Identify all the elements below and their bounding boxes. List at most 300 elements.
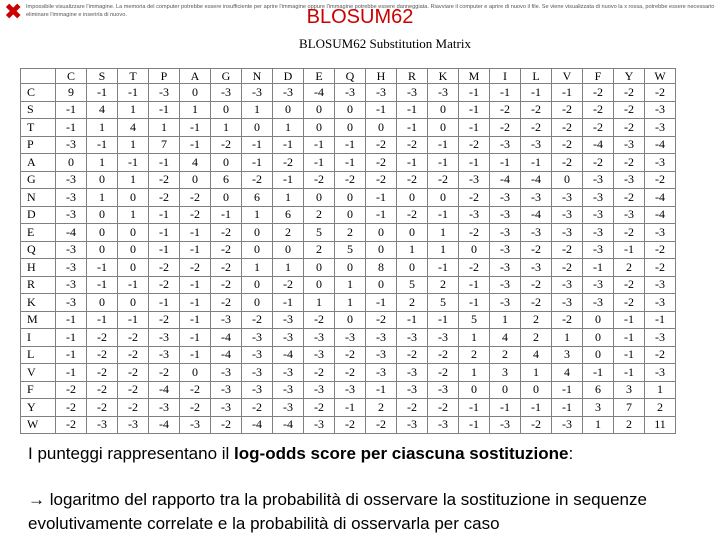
matrix-cell: -1	[490, 84, 521, 102]
matrix-cell: -2	[211, 294, 242, 312]
matrix-cell: -3	[614, 171, 645, 189]
matrix-cell: -2	[552, 119, 583, 137]
matrix-cell: -1	[397, 101, 428, 119]
matrix-cell: -2	[490, 119, 521, 137]
matrix-cell: 0	[521, 381, 552, 399]
matrix-cell: -3	[87, 416, 118, 434]
matrix-cell: 0	[335, 101, 366, 119]
matrix-cell: 4	[118, 119, 149, 137]
matrix-cell: -3	[645, 364, 676, 382]
matrix-cell: 0	[211, 101, 242, 119]
matrix-cell: -2	[428, 399, 459, 417]
matrix-cell: -3	[56, 259, 87, 277]
matrix-cell: -2	[583, 84, 614, 102]
matrix-cell: -2	[614, 154, 645, 172]
matrix-cell: -3	[242, 346, 273, 364]
matrix-cell: 2	[490, 346, 521, 364]
matrix-cell: 2	[614, 259, 645, 277]
matrix-cell: 0	[304, 189, 335, 207]
matrix-cell: -2	[366, 136, 397, 154]
matrix-cell: -3	[428, 416, 459, 434]
matrix-cell: -1	[583, 364, 614, 382]
matrix-cell: -1	[366, 294, 397, 312]
matrix-row-header: Q	[21, 241, 56, 259]
matrix-cell: 9	[56, 84, 87, 102]
matrix-col-header: T	[118, 69, 149, 84]
matrix-cell: 0	[87, 241, 118, 259]
matrix-cell: -3	[242, 329, 273, 347]
matrix-cell: 1	[87, 189, 118, 207]
matrix-cell: -1	[366, 381, 397, 399]
matrix-cell: -1	[552, 399, 583, 417]
matrix-cell: -1	[149, 294, 180, 312]
matrix-cell: 0	[87, 206, 118, 224]
matrix-cell: -2	[552, 241, 583, 259]
matrix-cell: -2	[645, 171, 676, 189]
matrix-col-header: R	[397, 69, 428, 84]
matrix-cell: -1	[180, 224, 211, 242]
matrix-cell: -2	[56, 399, 87, 417]
matrix-cell: -1	[583, 259, 614, 277]
matrix-cell: -2	[211, 241, 242, 259]
matrix-cell: -1	[459, 399, 490, 417]
matrix-cell: 2	[645, 399, 676, 417]
matrix-cell: -3	[645, 154, 676, 172]
matrix-cell: 1	[428, 241, 459, 259]
matrix-cell: -4	[304, 84, 335, 102]
matrix-col-header: I	[490, 69, 521, 84]
matrix-cell: -3	[273, 329, 304, 347]
matrix-cell: -3	[583, 276, 614, 294]
matrix-cell: -3	[304, 416, 335, 434]
matrix-col-header: M	[459, 69, 490, 84]
matrix-cell: 1	[273, 119, 304, 137]
matrix-col-header: D	[273, 69, 304, 84]
matrix-cell: 0	[428, 119, 459, 137]
matrix-cell: -3	[397, 416, 428, 434]
slide-title: BLOSUM62	[306, 6, 414, 28]
matrix-cell: 0	[335, 189, 366, 207]
matrix-cell: -2	[397, 136, 428, 154]
matrix-cell: -3	[645, 119, 676, 137]
matrix-cell: 7	[614, 399, 645, 417]
matrix-row	[21, 294, 676, 312]
matrix-cell: -2	[180, 259, 211, 277]
matrix-cell: -3	[583, 171, 614, 189]
matrix-row	[21, 276, 676, 294]
matrix-cell: -2	[180, 381, 211, 399]
matrix-cell: -2	[614, 294, 645, 312]
matrix-col-header: Q	[335, 69, 366, 84]
matrix-cell: -3	[335, 381, 366, 399]
matrix-cell: -3	[366, 364, 397, 382]
matrix-cell: -3	[56, 136, 87, 154]
matrix-cell: 1	[149, 119, 180, 137]
matrix-cell: -3	[552, 276, 583, 294]
matrix-cell: 4	[180, 154, 211, 172]
matrix-cell: -2	[366, 311, 397, 329]
matrix-cell: -4	[521, 206, 552, 224]
matrix-cell: -2	[304, 364, 335, 382]
matrix-cell: -3	[335, 84, 366, 102]
matrix-row	[21, 399, 676, 417]
matrix-row-header: V	[21, 364, 56, 382]
matrix-cell: -2	[459, 189, 490, 207]
matrix-cell: -3	[242, 364, 273, 382]
matrix-row	[21, 259, 676, 277]
broken-image-message: Impossibile visualizzare l'immagine. La memoria del computer potrebbe essere insufficiente per aprire l'immagine oppure l'immagine potrebbe essere danneggiata. Riavviare il computer e aprire di nuovo il file. Se viene visualizzata di nuovo la x rossa, potrebbe essere necessario eliminare l'immagine e inserirla di nuovo.	[26, 4, 715, 18]
matrix-row-header: N	[21, 189, 56, 207]
matrix-corner-cell	[21, 69, 56, 84]
matrix-cell: -4	[490, 171, 521, 189]
matrix-cell: -1	[397, 154, 428, 172]
matrix-cell: 4	[521, 346, 552, 364]
matrix-cell: -3	[490, 259, 521, 277]
matrix-cell: 1	[521, 364, 552, 382]
matrix-cell: -3	[56, 276, 87, 294]
matrix-cell: -2	[614, 101, 645, 119]
matrix-cell: -2	[180, 206, 211, 224]
matrix-cell: 1	[397, 241, 428, 259]
matrix-cell: -3	[521, 259, 552, 277]
matrix-cell: 0	[304, 259, 335, 277]
matrix-cell: 1	[490, 311, 521, 329]
matrix-cell: -1	[180, 294, 211, 312]
matrix-cell: -2	[335, 171, 366, 189]
matrix-cell: -1	[273, 136, 304, 154]
matrix-cell: -1	[428, 311, 459, 329]
matrix-cell: -3	[211, 84, 242, 102]
matrix-cell: -1	[521, 84, 552, 102]
matrix-cell: -1	[335, 136, 366, 154]
matrix-cell: -1	[459, 84, 490, 102]
matrix-cell: 1	[304, 294, 335, 312]
matrix-cell: 4	[552, 364, 583, 382]
matrix-cell: -3	[56, 241, 87, 259]
matrix-cell: 1	[118, 206, 149, 224]
matrix-cell: 0	[87, 171, 118, 189]
matrix-cell: 0	[428, 189, 459, 207]
matrix-cell: -3	[273, 84, 304, 102]
matrix-col-header: L	[521, 69, 552, 84]
matrix-cell: -4	[211, 329, 242, 347]
matrix-cell: -3	[366, 84, 397, 102]
matrix-cell: -3	[552, 224, 583, 242]
matrix-cell: -4	[242, 416, 273, 434]
matrix-col-header: H	[366, 69, 397, 84]
matrix-cell: -1	[180, 329, 211, 347]
matrix-cell: -1	[180, 346, 211, 364]
matrix-cell: -2	[118, 364, 149, 382]
matrix-cell: -1	[149, 224, 180, 242]
matrix-row	[21, 189, 676, 207]
matrix-cell: -1	[428, 206, 459, 224]
matrix-cell: -3	[211, 381, 242, 399]
matrix-cell: 0	[118, 259, 149, 277]
matrix-cell: 2	[428, 276, 459, 294]
matrix-col-header: Y	[614, 69, 645, 84]
matrix-cell: -1	[366, 101, 397, 119]
matrix-cell: -2	[211, 276, 242, 294]
matrix-cell: 0	[273, 241, 304, 259]
matrix-cell: -1	[149, 101, 180, 119]
matrix-cell: -1	[56, 364, 87, 382]
matrix-cell: 2	[273, 224, 304, 242]
matrix-row	[21, 416, 676, 434]
matrix-cell: -1	[87, 276, 118, 294]
matrix-cell: -2	[304, 171, 335, 189]
matrix-cell: 2	[521, 311, 552, 329]
matrix-cell: 0	[180, 171, 211, 189]
caption-prefix: I punteggi rappresentano il	[28, 444, 235, 463]
matrix-cell: -3	[428, 381, 459, 399]
matrix-cell: -1	[118, 311, 149, 329]
matrix-cell: -3	[645, 294, 676, 312]
matrix-cell: -2	[614, 84, 645, 102]
matrix-cell: 1	[242, 206, 273, 224]
matrix-cell: 0	[304, 119, 335, 137]
matrix-row-header: G	[21, 171, 56, 189]
matrix-cell: -3	[552, 294, 583, 312]
matrix-cell: -1	[335, 399, 366, 417]
matrix-col-header: G	[211, 69, 242, 84]
matrix-body	[21, 84, 676, 434]
matrix-cell: -2	[304, 311, 335, 329]
matrix-cell: -3	[490, 189, 521, 207]
matrix-cell: -3	[366, 346, 397, 364]
matrix-cell: -2	[366, 416, 397, 434]
matrix-cell: -1	[397, 119, 428, 137]
matrix-row	[21, 84, 676, 102]
matrix-cell: -2	[397, 399, 428, 417]
matrix-cell: -1	[56, 311, 87, 329]
matrix-cell: 0	[366, 276, 397, 294]
matrix-row	[21, 171, 676, 189]
matrix-cell: -2	[180, 399, 211, 417]
matrix-cell: -3	[304, 329, 335, 347]
matrix-cell: 3	[490, 364, 521, 382]
matrix-cell: -1	[459, 119, 490, 137]
matrix-cell: 1	[428, 224, 459, 242]
matrix-cell: -3	[490, 276, 521, 294]
matrix-cell: -4	[583, 136, 614, 154]
matrix-cell: -2	[552, 136, 583, 154]
matrix-cell: 0	[87, 294, 118, 312]
matrix-cell: 1	[242, 101, 273, 119]
matrix-col-header: A	[180, 69, 211, 84]
matrix-cell: 1	[335, 276, 366, 294]
matrix-cell: -2	[521, 119, 552, 137]
matrix-cell: 0	[211, 189, 242, 207]
matrix-cell: 1	[242, 259, 273, 277]
matrix-cell: -1	[459, 416, 490, 434]
matrix-cell: -3	[366, 329, 397, 347]
matrix-cell: 1	[118, 171, 149, 189]
matrix-title: BLOSUM62 Substitution Matrix	[299, 36, 471, 51]
matrix-cell: -4	[645, 206, 676, 224]
arrow-icon: →	[28, 490, 45, 509]
matrix-cell: -3	[56, 189, 87, 207]
matrix-cell: 3	[583, 399, 614, 417]
matrix-cell: 2	[335, 224, 366, 242]
matrix-cell: 0	[242, 224, 273, 242]
matrix-cell: 0	[428, 101, 459, 119]
matrix-col-header: C	[56, 69, 87, 84]
matrix-cell: -3	[211, 399, 242, 417]
matrix-cell: 0	[242, 294, 273, 312]
matrix-cell: -1	[428, 136, 459, 154]
matrix-row-header: R	[21, 276, 56, 294]
matrix-cell: 1	[459, 364, 490, 382]
matrix-cell: -3	[211, 311, 242, 329]
matrix-cell: -2	[211, 136, 242, 154]
matrix-cell: 0	[335, 206, 366, 224]
matrix-cell: 1	[273, 189, 304, 207]
matrix-cell: 0	[211, 154, 242, 172]
matrix-cell: -3	[645, 329, 676, 347]
matrix-cell: -2	[149, 189, 180, 207]
matrix-cell: -2	[428, 364, 459, 382]
matrix-cell: -1	[490, 154, 521, 172]
matrix-cell: -2	[552, 101, 583, 119]
matrix-cell: -2	[242, 171, 273, 189]
matrix-cell: -4	[56, 224, 87, 242]
matrix-cell: -2	[118, 399, 149, 417]
matrix-cell: 0	[242, 241, 273, 259]
matrix-row	[21, 311, 676, 329]
matrix-row-header: M	[21, 311, 56, 329]
matrix-cell: 0	[118, 294, 149, 312]
matrix-cell: -1	[56, 101, 87, 119]
matrix-cell: -1	[118, 154, 149, 172]
matrix-cell: -3	[583, 206, 614, 224]
matrix-cell: -2	[149, 171, 180, 189]
matrix-cell: 3	[614, 381, 645, 399]
matrix-cell: -1	[614, 329, 645, 347]
matrix-cell: -2	[614, 119, 645, 137]
matrix-cell: 1	[87, 154, 118, 172]
matrix-cell: 0	[459, 241, 490, 259]
matrix-row	[21, 101, 676, 119]
matrix-cell: -2	[118, 346, 149, 364]
matrix-cell: -2	[614, 276, 645, 294]
matrix-row-header: S	[21, 101, 56, 119]
matrix-cell: -4	[521, 171, 552, 189]
matrix-cell: -1	[459, 101, 490, 119]
matrix-cell: -1	[180, 119, 211, 137]
matrix-cell: -1	[87, 84, 118, 102]
matrix-cell: -2	[521, 416, 552, 434]
matrix-row-header: E	[21, 224, 56, 242]
matrix-cell: -2	[521, 241, 552, 259]
caption-bold: log-odds score per ciascuna sostituzione	[234, 444, 569, 463]
matrix-cell: -2	[273, 276, 304, 294]
matrix-cell: -2	[149, 311, 180, 329]
matrix-row	[21, 119, 676, 137]
matrix-cell: -4	[273, 416, 304, 434]
matrix-cell: 2	[521, 329, 552, 347]
matrix-row	[21, 206, 676, 224]
matrix-cell: 0	[335, 311, 366, 329]
matrix-row-header: A	[21, 154, 56, 172]
matrix-cell: -2	[180, 189, 211, 207]
matrix-row-header: T	[21, 119, 56, 137]
matrix-cell: -2	[87, 364, 118, 382]
matrix-col-header: P	[149, 69, 180, 84]
matrix-cell: -1	[149, 241, 180, 259]
matrix-cell: -3	[490, 206, 521, 224]
matrix-cell: -3	[490, 294, 521, 312]
matrix-cell: 0	[397, 189, 428, 207]
matrix-cell: 2	[459, 346, 490, 364]
matrix-cell: -3	[552, 206, 583, 224]
matrix-cell: -2	[521, 101, 552, 119]
matrix-cell: 1	[335, 294, 366, 312]
matrix-col-header: E	[304, 69, 335, 84]
matrix-cell: 1	[583, 416, 614, 434]
matrix-cell: -2	[242, 399, 273, 417]
matrix-cell: -3	[149, 84, 180, 102]
matrix-cell: -3	[273, 311, 304, 329]
matrix-cell: -3	[428, 84, 459, 102]
matrix-cell: -2	[87, 399, 118, 417]
matrix-cell: -2	[335, 346, 366, 364]
matrix-cell: -3	[490, 224, 521, 242]
matrix-cell: -1	[273, 294, 304, 312]
matrix-col-header: V	[552, 69, 583, 84]
matrix-cell: -1	[521, 154, 552, 172]
matrix-row-header: F	[21, 381, 56, 399]
matrix-col-header: N	[242, 69, 273, 84]
matrix-cell: -1	[87, 136, 118, 154]
matrix-cell: -3	[645, 101, 676, 119]
matrix-cell: 0	[118, 224, 149, 242]
matrix-row-header: D	[21, 206, 56, 224]
matrix-row-header: K	[21, 294, 56, 312]
matrix-cell: 6	[273, 206, 304, 224]
matrix-cell: -2	[459, 224, 490, 242]
matrix-cell: -3	[273, 381, 304, 399]
matrix-cell: -3	[149, 399, 180, 417]
matrix-cell: 4	[87, 101, 118, 119]
matrix-cell: 2	[614, 416, 645, 434]
matrix-cell: -1	[521, 399, 552, 417]
matrix-cell: -1	[397, 311, 428, 329]
matrix-cell: -2	[87, 346, 118, 364]
matrix-cell: 6	[242, 189, 273, 207]
matrix-cell: -3	[521, 136, 552, 154]
matrix-cell: -1	[56, 119, 87, 137]
matrix-cell: -2	[149, 259, 180, 277]
matrix-cell: 1	[87, 119, 118, 137]
matrix-col-header: S	[87, 69, 118, 84]
matrix-cell: -1	[149, 206, 180, 224]
matrix-row-header: L	[21, 346, 56, 364]
matrix-cell: -2	[552, 259, 583, 277]
matrix-cell: -2	[366, 171, 397, 189]
matrix-cell: -1	[552, 84, 583, 102]
matrix-row-header: Y	[21, 399, 56, 417]
matrix-cell: 5	[335, 241, 366, 259]
matrix-cell: 6	[583, 381, 614, 399]
matrix-cell: -1	[242, 136, 273, 154]
matrix-cell: -3	[397, 381, 428, 399]
matrix-cell: -1	[87, 259, 118, 277]
caption	[28, 444, 573, 464]
matrix-cell: -2	[583, 154, 614, 172]
matrix-cell: -3	[118, 416, 149, 434]
matrix-cell: -1	[614, 311, 645, 329]
